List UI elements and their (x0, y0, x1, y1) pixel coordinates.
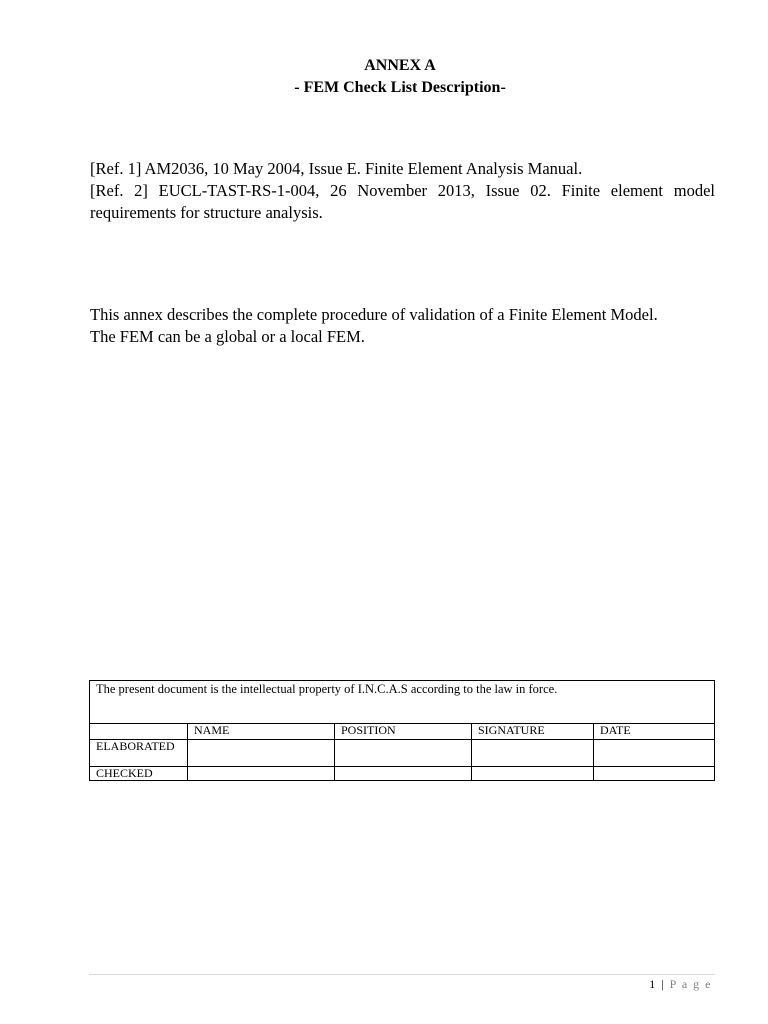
page-number: 1 (649, 977, 657, 991)
header-date: DATE (594, 724, 715, 740)
row-label-checked: CHECKED (90, 767, 188, 781)
approval-table (89, 680, 715, 781)
table-row-elaborated (90, 740, 715, 767)
checked-date-cell (594, 767, 715, 781)
annex-title: ANNEX A (364, 57, 436, 74)
page-label: P a g e (669, 977, 712, 991)
row-label-elaborated: ELABORATED (90, 740, 188, 767)
checked-position-cell (335, 767, 472, 781)
property-notice: The present document is the intellectual property of I.N.C.A.S according to the law in force. (90, 681, 715, 724)
annex-heading (0, 55, 768, 99)
table-header-row (90, 724, 715, 740)
reference-1: [Ref. 1] AM2036, 10 May 2004, Issue E. Finite Element Analysis Manual. (90, 159, 583, 178)
intro-line-2: The FEM can be a global or a local FEM. (90, 327, 365, 346)
checked-name-cell (188, 767, 335, 781)
footer-divider (89, 974, 715, 975)
header-name: NAME (188, 724, 335, 740)
notice-row (90, 681, 715, 724)
elaborated-position-cell (335, 740, 472, 767)
checked-signature-cell (472, 767, 594, 781)
annex-subtitle: - FEM Check List Description- (294, 79, 506, 96)
page-separator: | (661, 977, 666, 991)
header-signature: SIGNATURE (472, 724, 594, 740)
header-position: POSITION (335, 724, 472, 740)
references-list (90, 158, 715, 224)
intro-paragraph (90, 304, 715, 348)
intro-line-1: This annex describes the complete procedure of validation of a Finite Element Model. (90, 305, 658, 324)
elaborated-signature-cell (472, 740, 594, 767)
page-footer (649, 977, 712, 992)
elaborated-date-cell (594, 740, 715, 767)
table-row-checked (90, 767, 715, 781)
elaborated-name-cell (188, 740, 335, 767)
reference-2: [Ref. 2] EUCL-TAST-RS-1-004, 26 November 2013, Issue 02. Finite element model requirements for structure analysis. (90, 181, 715, 222)
header-empty-cell (90, 724, 188, 740)
